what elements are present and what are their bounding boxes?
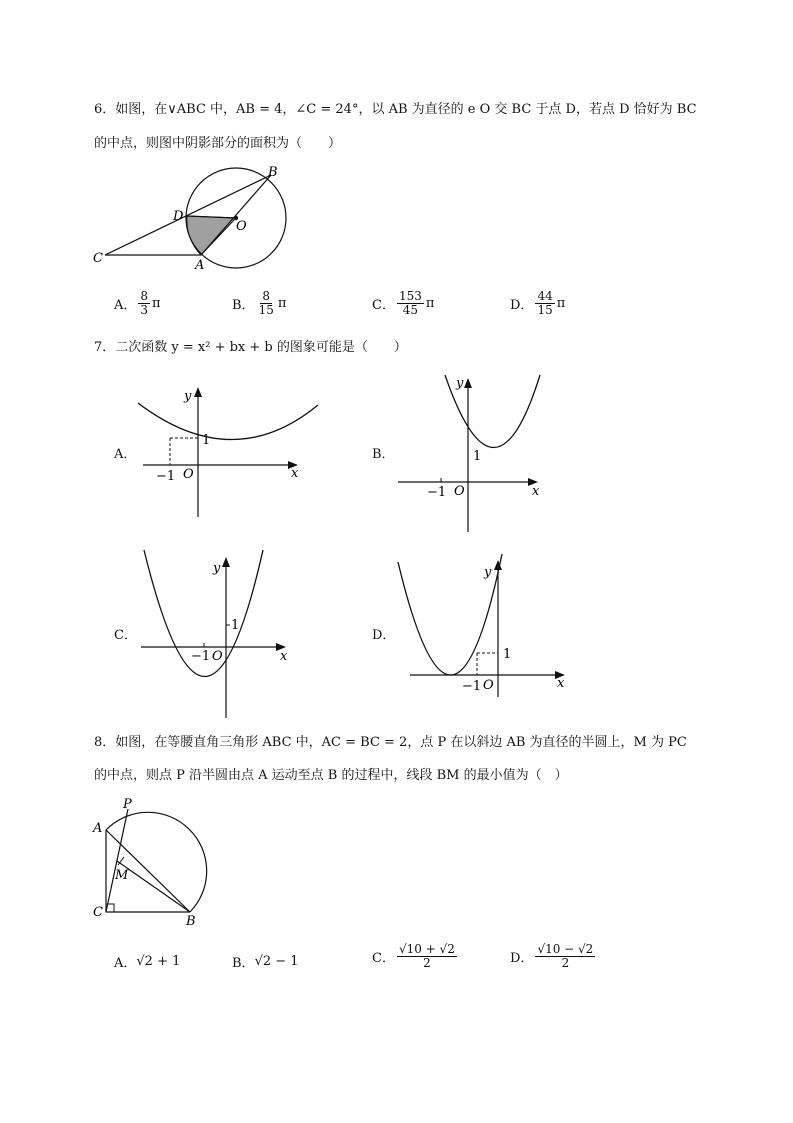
q8-label-m: M: [115, 868, 129, 883]
svg-text:1: 1: [231, 618, 240, 633]
pi-symbol: π: [277, 296, 287, 311]
svg-text:y: y: [213, 561, 221, 576]
q8-option-b[interactable]: [232, 952, 299, 971]
svg-text:O: O: [483, 678, 494, 693]
q7-graph-b: [395, 370, 545, 535]
fraction: $\frac{√10 - √2}{2}$: [537, 942, 594, 970]
fraction: $\frac{8}{3}$: [140, 289, 149, 317]
q7-option-a-letter[interactable]: A．: [114, 447, 137, 462]
q8-label-b: B: [186, 914, 196, 929]
svg-text:y: y: [484, 565, 492, 580]
fraction: $\frac{8}{15}$: [258, 289, 274, 317]
q6-option-c[interactable]: [372, 290, 434, 317]
q7-graph-a: [138, 380, 323, 520]
q8-stem-line2: 的中点，则点 P 沿半圆由点 A 运动至点 B 的过程中，线段 BM 的最小值为（ ）: [94, 768, 568, 783]
svg-text:x: x: [557, 676, 565, 691]
svg-text:1: 1: [202, 433, 211, 448]
svg-text:x: x: [532, 484, 540, 499]
svg-text:O: O: [183, 467, 194, 482]
svg-text:1: 1: [503, 647, 512, 662]
svg-text:x: x: [291, 466, 299, 481]
q8-stem-line1: 8．如图，在等腰直角三角形 ABC 中，AC = BC = 2，点 P 在以斜边 AB 为直径的半圆上，M 为 PC: [94, 735, 687, 750]
q8-label-p: P: [123, 797, 132, 812]
svg-text:y: y: [184, 389, 192, 404]
option-letter: C．: [372, 298, 395, 313]
q8-label-a: A: [93, 821, 103, 836]
svg-text:−1: −1: [462, 679, 482, 694]
q7-graph-d: [395, 552, 575, 700]
option-letter: A．: [114, 298, 137, 313]
option-expression: √2 + 1: [136, 954, 181, 969]
q6-shaded-sector: [187, 216, 236, 255]
q7-option-d-letter[interactable]: D．: [372, 628, 396, 643]
q6-option-a[interactable]: [114, 290, 161, 317]
q7-option-c-letter[interactable]: C．: [114, 628, 137, 643]
option-letter: D．: [510, 298, 534, 313]
svg-text:O: O: [454, 484, 465, 499]
svg-text:−1: −1: [427, 485, 447, 500]
q6-label-b: B: [268, 165, 278, 180]
fraction: $\frac{√10 + √2}{2}$: [398, 942, 455, 970]
svg-text:x: x: [280, 649, 288, 664]
svg-text:y: y: [456, 376, 464, 391]
q6-option-d[interactable]: [510, 290, 565, 317]
q8-label-c: C: [93, 905, 103, 920]
q8-option-d[interactable]: [510, 943, 597, 970]
svg-text:−1: −1: [156, 469, 176, 484]
option-letter: B．: [232, 298, 255, 313]
q7-stem: 7．二次函数 y = x² + bx + b 的图象可能是（ ）: [94, 340, 407, 355]
option-letter: C．: [372, 951, 395, 966]
option-letter: A．: [114, 956, 137, 971]
svg-text:1: 1: [473, 449, 482, 464]
q6-label-o: O: [236, 219, 247, 234]
svg-text:−1: −1: [191, 649, 211, 664]
fraction: $\frac{153}{45}$: [398, 289, 422, 317]
pi-symbol: π: [556, 296, 566, 311]
option-letter: D．: [510, 951, 534, 966]
q8-segment-cp: [106, 809, 128, 912]
pi-symbol: π: [152, 296, 161, 311]
q6-stem-line2: 的中点，则图中阴影部分的面积为（ ）: [94, 136, 342, 151]
svg-text:O: O: [212, 649, 223, 664]
q6-segment-cb: [105, 175, 271, 255]
option-letter: B．: [232, 956, 255, 971]
option-expression: √2 − 1: [254, 954, 299, 969]
q6-label-a: A: [195, 258, 205, 273]
q6-option-b[interactable]: [232, 290, 286, 317]
q8-figure: [88, 795, 218, 930]
q8-option-c[interactable]: [372, 943, 459, 970]
q6-stem-line1: 6．如图，在∨ABC 中，AB = 4，∠C = 24°，以 AB 为直径的 e O 交 BC 于点 D，若点 D 恰好为 BC: [94, 102, 697, 117]
q8-semicircle: [106, 812, 207, 912]
pi-symbol: π: [425, 296, 435, 311]
q6-figure: [85, 160, 305, 280]
q7-graph-c: [138, 548, 298, 720]
q8-option-a[interactable]: [114, 952, 180, 971]
q6-label-c: C: [93, 251, 103, 266]
fraction: $\frac{44}{15}$: [537, 289, 553, 317]
q6-segment-ab: [201, 175, 271, 255]
q7-option-b-letter[interactable]: B．: [372, 447, 395, 462]
q6-label-d: D: [173, 209, 184, 224]
